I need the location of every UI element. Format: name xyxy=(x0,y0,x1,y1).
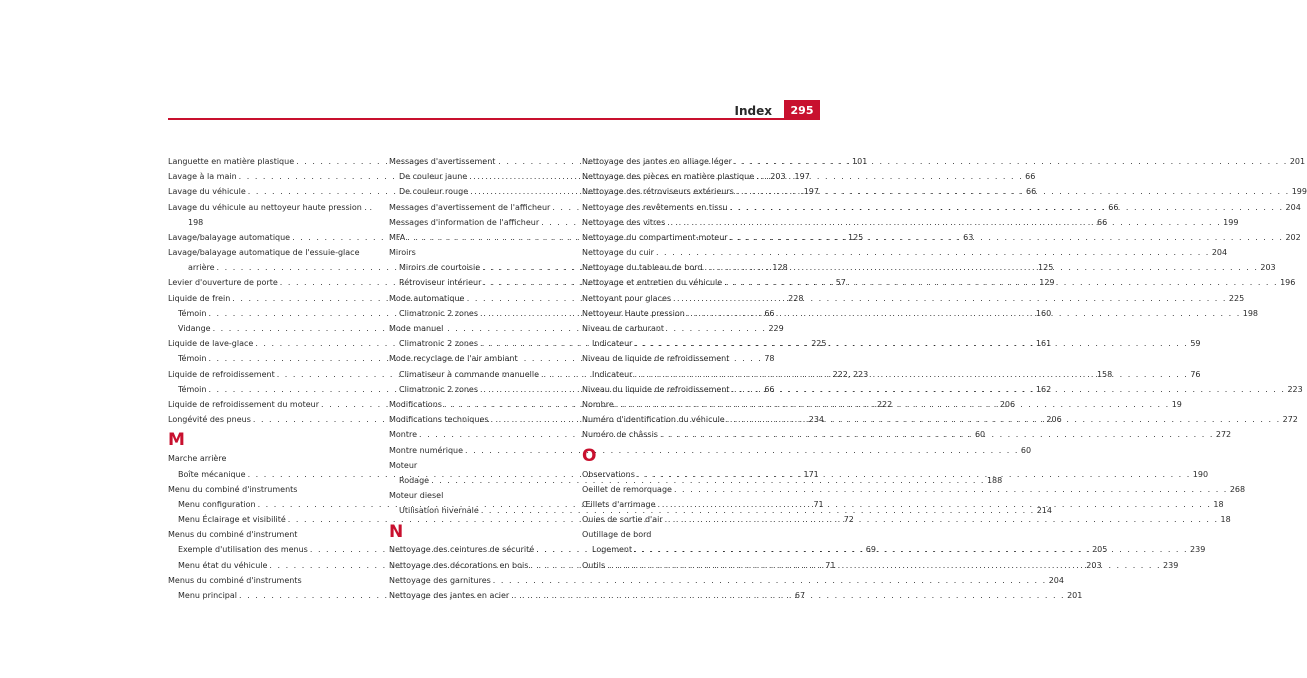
index-entry: Nettoyage des revêtements en tissu . . . 204 xyxy=(582,200,778,215)
index-subentry: Rodage . . . 188 xyxy=(389,473,585,488)
section-letter-o: O xyxy=(582,445,597,466)
index-subentry: De couleur jaune . . . 66 xyxy=(389,169,585,184)
index-entry: Liquide de refroidissement du moteur . . . 222 xyxy=(168,397,364,412)
index-entry: Outils . . . 239 xyxy=(582,558,778,573)
index-entry: Numéro d'identification du véhicule . . . 272 xyxy=(582,412,778,427)
index-entry: Nettoyage des décorations en bois . . . 203 xyxy=(389,558,585,573)
index-entry: Miroirs xyxy=(389,248,416,258)
index-entry: Ouies de sortie d'air . . . 18 xyxy=(582,512,778,527)
index-entry: Outillage de bord xyxy=(582,530,652,540)
index-subentry: Menu Éclairage et visibilité . . . 72 xyxy=(168,512,364,527)
index-entry: Nettoyage des rétroviseurs extérieurs . . . 199 xyxy=(582,184,778,199)
index-entry: Observations . . . 190 xyxy=(582,467,778,482)
index-entry: Languette en matière plastique . . . 101 xyxy=(168,154,364,169)
index-entry: Messages d'avertissement de l'afficheur . . . 66 xyxy=(389,200,585,215)
index-entry: Liquide de frein . . . 228 xyxy=(168,291,364,306)
index-entry: Nombre . . . 19 xyxy=(582,397,778,412)
index-subentry: Climatronic 2 zones . . . 162 xyxy=(389,382,585,397)
index-entry: Moteur xyxy=(389,460,418,470)
index-entry: Mode recyclage de l'air ambiant xyxy=(389,354,518,364)
index-subentry: Témoin . . . 78 xyxy=(168,351,364,366)
index-subentry: Témoin . . . 66 xyxy=(168,382,364,397)
index-subentry: Vidange . . . 229 xyxy=(168,321,364,336)
index-subentry: Logement . . . 239 xyxy=(582,543,778,558)
index-entry: Mode manuel xyxy=(389,324,444,334)
index-entry: Numéro de châssis . . . 272 xyxy=(582,427,778,442)
index-entry: Nettoyage des garnitures . . . 204 xyxy=(389,573,585,588)
index-entry: Montre numérique . . . 60 xyxy=(389,443,585,458)
header-rule xyxy=(168,118,820,120)
index-entry: Marche arrière xyxy=(168,454,227,464)
index-entry: Lavage/balayage automatique . . . 125 xyxy=(168,230,364,245)
index-subentry: Menu principal . . . 67 xyxy=(168,588,364,603)
index-entry: Nettoyant pour glaces . . . 225 xyxy=(582,291,778,306)
index-subentry: Témoin . . . 66 xyxy=(168,306,364,321)
index-entry: Lavage du véhicule au nettoyeur haute pression . . xyxy=(168,202,373,212)
index-entry: Menu du combiné d'instruments xyxy=(168,484,298,494)
page-title: Index xyxy=(734,104,772,118)
index-entry: Oeillet de remorquage . . . 268 xyxy=(582,482,778,497)
index-entry: Nettoyage des ceintures de sécurité . . . 205 xyxy=(389,543,585,558)
index-entry: Montre . . . 60 xyxy=(389,427,585,442)
index-entry: Lavage du véhicule . . . 197 xyxy=(168,184,364,199)
index-entry: Nettoyage du compartiment-moteur . . . 202 xyxy=(582,230,778,245)
index-entry: Menus du combiné d'instrument xyxy=(168,530,298,540)
index-entry: Nettoyage des pièces en matière plastique . . . . . 203 xyxy=(582,169,778,184)
page-number-tab: 295 xyxy=(784,100,820,120)
index-entry: Nettoyage du tableau de bord . . . 203 xyxy=(582,260,778,275)
index-subentry: arrière . . . 128 xyxy=(168,260,364,275)
index-entry: Levier d'ouverture de porte . . . 57 xyxy=(168,276,364,291)
index-entry: Œillets d'arrimage . . . 18 xyxy=(582,497,778,512)
section-letter-n: N xyxy=(389,521,404,542)
section-letter-m: M xyxy=(168,430,185,451)
index-subentry: Indicateur . . . 76 xyxy=(582,367,778,382)
index-entry-continuation: 198 xyxy=(188,217,204,227)
index-entry: Nettoyeur Haute pression . . . 198 xyxy=(582,306,778,321)
index-entry: MFA . . . 63 xyxy=(389,230,585,245)
index-entry: Modifications . . . 206 xyxy=(389,397,585,412)
index-entry: Liquide de lave-glace . . . 225 xyxy=(168,336,364,351)
index-subentry: Climatiseur à commande manuelle . . . 158 xyxy=(389,367,585,382)
index-entry: Lavage/balayage automatique de l'essuie-glace xyxy=(168,248,360,258)
index-entry: Liquide de refroidissement . . . 222, 223 xyxy=(168,367,364,382)
index-entry: Menus du combiné d'instruments xyxy=(168,575,302,585)
index-subentry: De couleur rouge . . . 66 xyxy=(389,184,585,199)
index-subentry: Exemple d'utilisation des menus . . . 69 xyxy=(168,543,364,558)
index-entry: Longévité des pneus . . . 234 xyxy=(168,412,364,427)
index-entry: Nettoyage du cuir . . . 204 xyxy=(582,245,778,260)
index-subentry: Menu état du véhicule . . . 71 xyxy=(168,558,364,573)
index-entry: Modifications techniques . . . 206 xyxy=(389,412,585,427)
index-entry: Nettoyage des jantes en alliage léger . . . 201 xyxy=(582,154,778,169)
index-entry: Mode automatique xyxy=(389,293,465,303)
index-subentry: Rétroviseur intérieur . . . 129 xyxy=(389,276,585,291)
index-subentry: Indicateur . . . 59 xyxy=(582,336,778,351)
index-subentry: Climatronic 2 zones . . . 161 xyxy=(389,336,585,351)
index-entry: Moteur diesel xyxy=(389,491,444,501)
index-entry: Messages d'information de l'afficheur . . . 66 xyxy=(389,215,585,230)
index-subentry: Miroirs de courtoisie . . . 125 xyxy=(389,260,585,275)
index-subentry: Climatronic 2 zones . . . 160 xyxy=(389,306,585,321)
index-subentry: Boîte mécanique . . . 171 xyxy=(168,467,364,482)
index-entry: Lavage à la main . . . 197 xyxy=(168,169,364,184)
index-entry: Niveau de carburant xyxy=(582,324,665,334)
index-entry: Nettoyage et entretien du véhicule . . . 196 xyxy=(582,276,778,291)
index-subentry: Menu configuration . . . 71 xyxy=(168,497,364,512)
index-entry: Niveau de liquide de refroidissement xyxy=(582,354,730,364)
index-subentry: Utilisation hivernale . . . 214 xyxy=(389,503,585,518)
index-entry: Nettoyage des jantes en acier . . . 201 xyxy=(389,588,585,603)
index-entry: Messages d'avertissement xyxy=(389,157,496,166)
index-entry: Niveau du liquide de refroidissement . . . 223 xyxy=(582,382,778,397)
index-entry: Nettoyage des vitres . . . 199 xyxy=(582,215,778,230)
